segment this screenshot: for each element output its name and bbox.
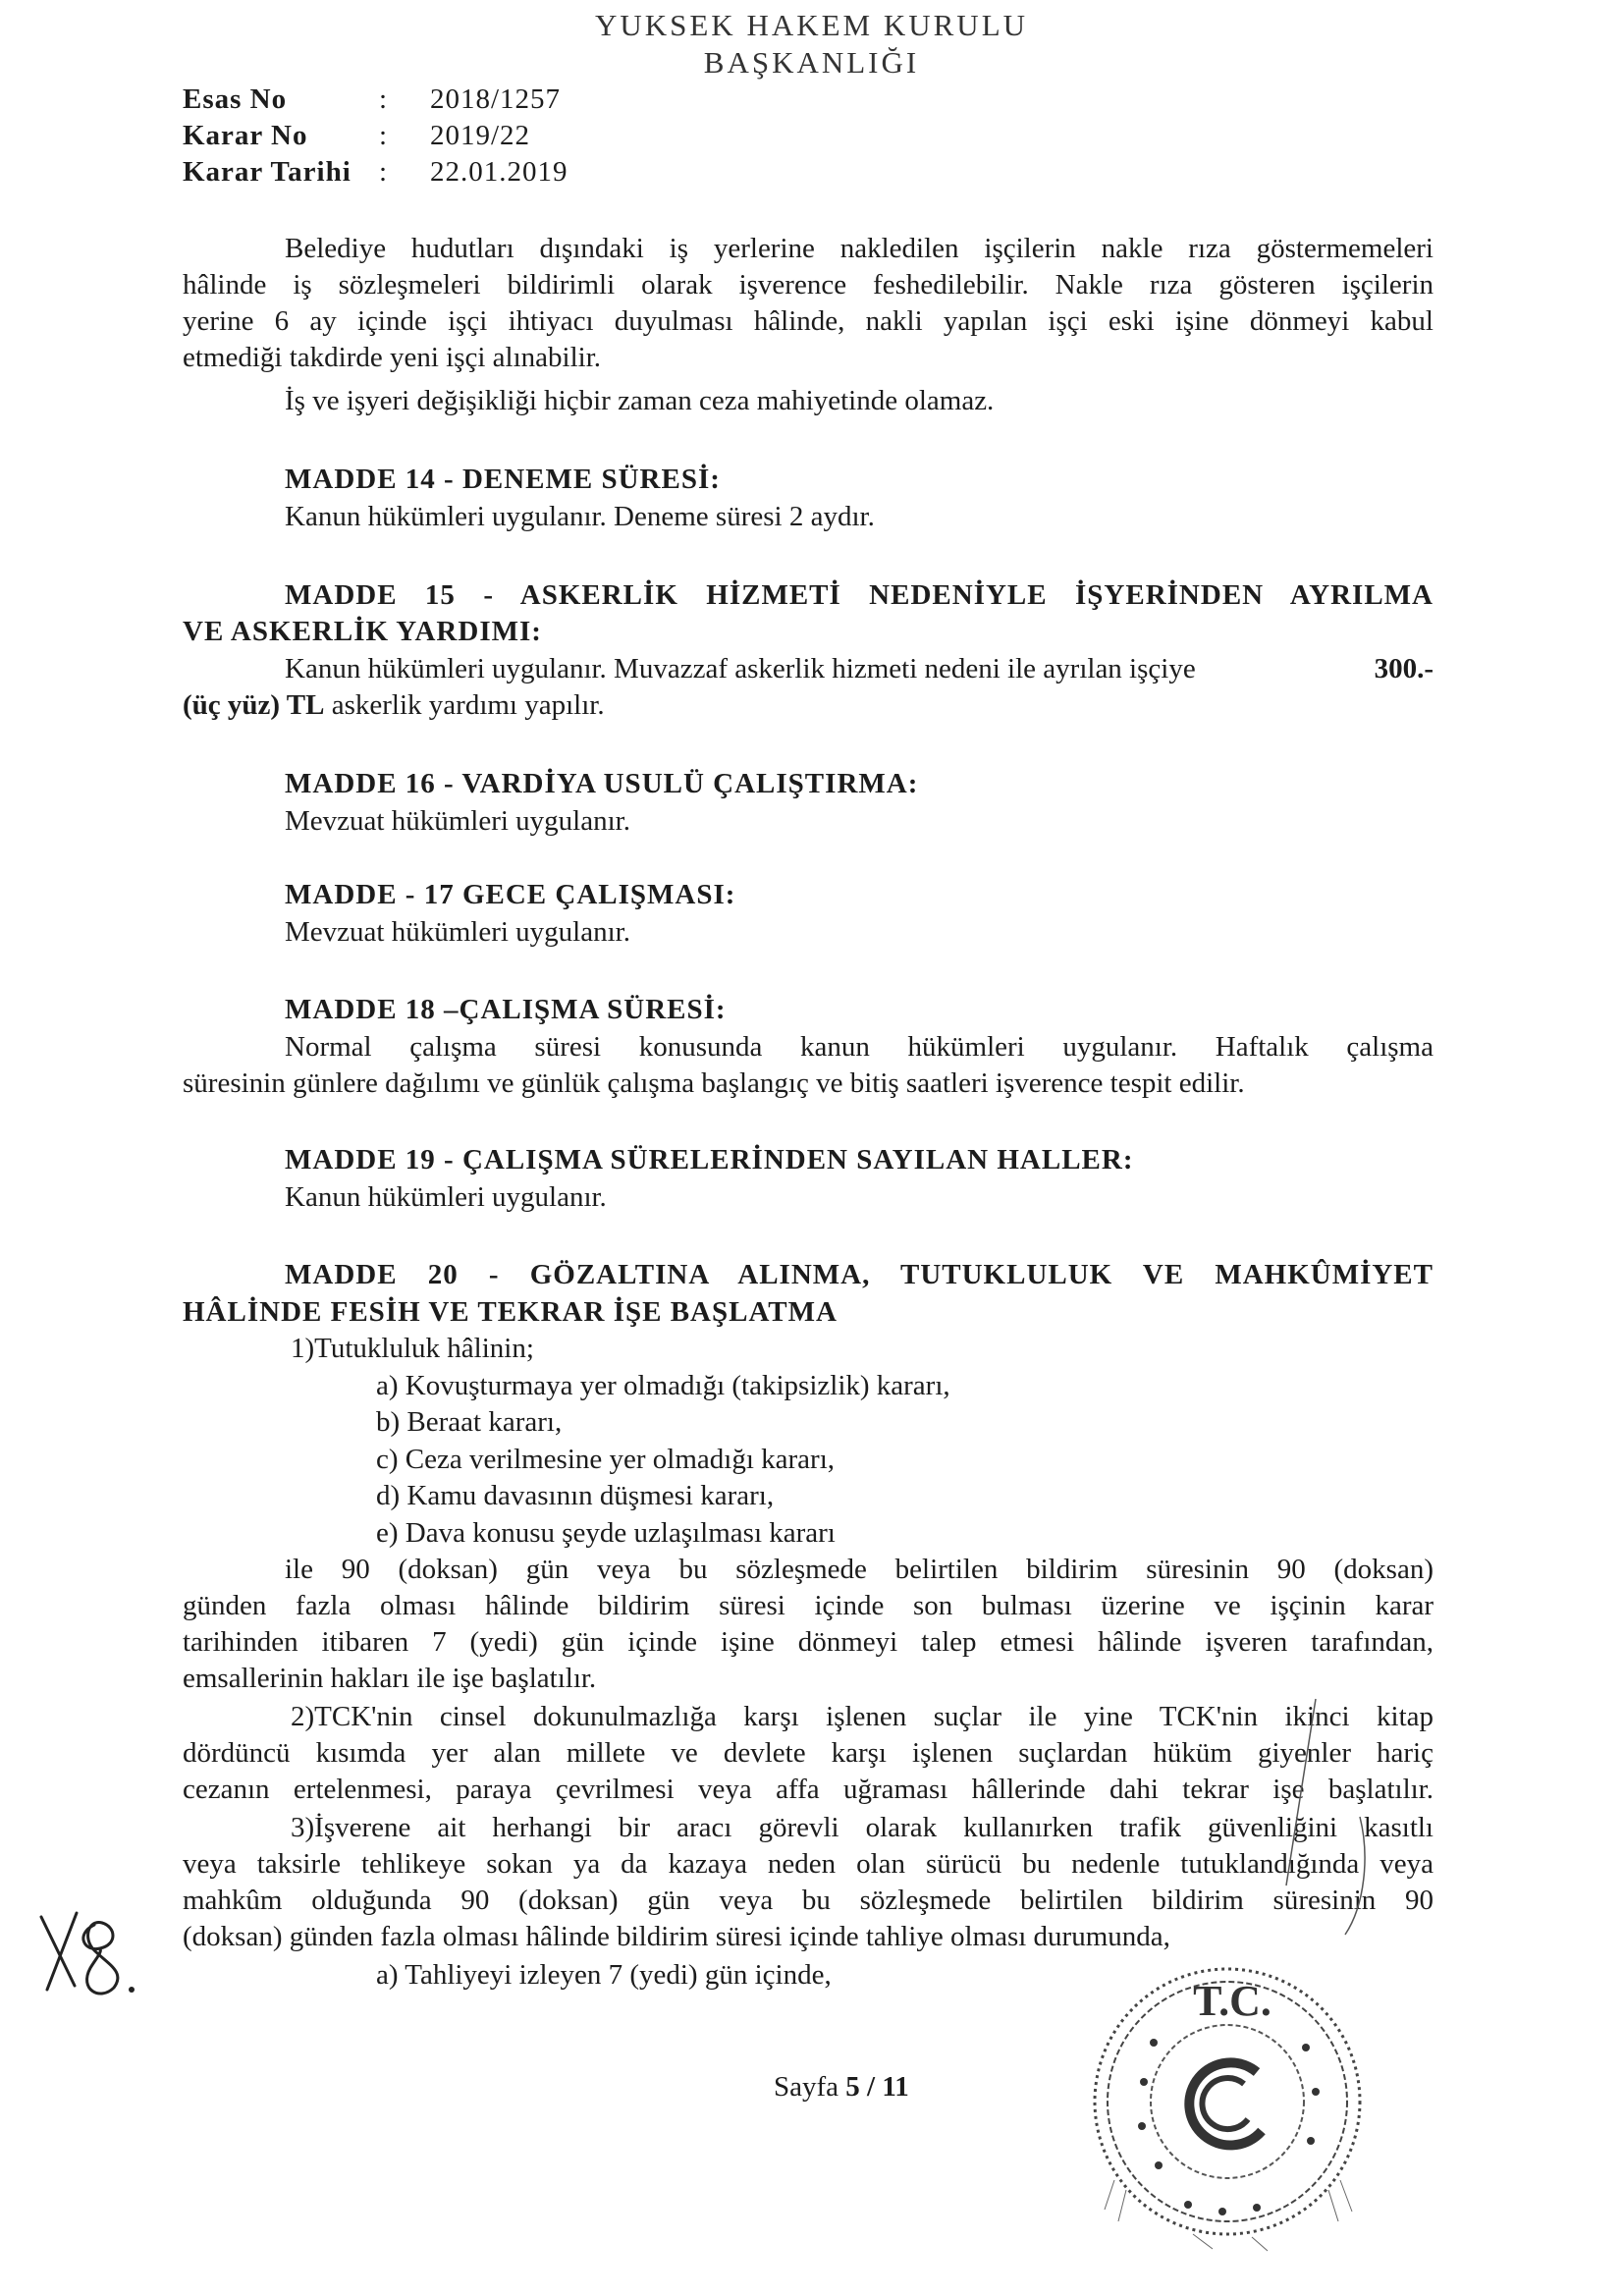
list-item: c) Ceza verilmesine yer olmadığı kararı, [376,1444,836,1475]
article-20-line: (doksan) günden fazla olması hâlinde bildirim süresi içinde tahliye olması durumunda, [183,1921,1170,1952]
meta-colon: : [379,120,388,151]
meta-row-tarih [183,154,568,191]
intro-line: yerine 6 ay içinde işçi ihtiyacı duyulması hâlinde, nakli yapılan işçi eski işine dönmeyi kabul [183,305,1434,337]
article-20-line: cezanın ertelenmesi, paraya çevrilmesi veya affa uğraması hâllerinde dahi tekrar işe başlatılır. [183,1774,1434,1805]
article-20-clause-1: 1)Tutukluluk hâlinin; [291,1333,534,1364]
article-20-line: mahkûm olduğunda 90 (doksan) gün veya bu sözleşmede belirtilen bildirim süresinin 90 [183,1885,1434,1916]
list-item: d) Kamu davasının düşmesi kararı, [376,1480,775,1511]
article-16-text: Mevzuat hükümleri uygulanır. [285,805,630,837]
article-15-title-cont: VE ASKERLİK YARDIMI: [183,616,542,647]
article-18-line: süresinin günlere dağılımı ve günlük çalışma başlangıç ve bitiş saatleri işverence tespit edilir. [183,1067,1245,1099]
article-15-amount-words: (üç yüz) TL [183,689,325,721]
case-meta [183,82,568,191]
article-16-title: MADDE 16 - VARDİYA USULÜ ÇALIŞTIRMA: [285,768,919,799]
list-item: e) Dava konusu şeyde uzlaşılması kararı [376,1517,836,1549]
article-20-line: emsallerinin hakları ile işe başlatılır. [183,1663,597,1694]
intro-line: etmediği takdirde yeni işçi alınabilir. [183,342,602,373]
intro-line: hâlinde iş sözleşmeleri bildirimli olarak işverence feshedilebilir. Nakle rıza gösteren işçilerin [183,269,1434,301]
header-presidency: BAŞKANLIĞI [703,45,920,80]
meta-row-karar [183,118,568,154]
meta-colon: : [379,83,388,115]
meta-value: 2019/22 [430,120,531,151]
article-15-line [285,651,1434,687]
article-17-title: MADDE - 17 GECE ÇALIŞMASI: [285,879,736,910]
meta-key: Karar Tarihi [183,156,352,188]
meta-value: 2018/1257 [430,83,562,115]
article-15-text: askerlik yardımı yapılır. [324,689,605,721]
list-item: a) Kovuşturmaya yer olmadığı (takipsizlik) kararı, [376,1370,950,1401]
list-item: a) Tahliyeyi izleyen 7 (yedi) gün içinde, [376,1959,832,1991]
article-14-title: MADDE 14 - DENEME SÜRESİ: [285,464,721,495]
article-15-line [183,687,605,724]
article-18-line: Normal çalışma süresi konusunda kanun hükümleri uygulanır. Haftalık çalışma [285,1031,1434,1063]
article-15-title: MADDE 15 - ASKERLİK HİZMETİ NEDENİYLE İŞYERİNDEN AYRILMA [285,579,1434,611]
article-14-text: Kanun hükümleri uygulanır. Deneme süresi 2 aydır. [285,501,875,532]
meta-key: Karar No [183,120,308,151]
list-item: b) Beraat kararı, [376,1406,563,1438]
article-20-line: günden fazla olması hâlinde bildirim süresi içinde son bulması üzerine ve işçinin karar [183,1590,1434,1621]
header-institution: YUKSEK HAKEM KURULU [594,8,1029,42]
article-15-amount: 300.- [1374,653,1434,684]
meta-key: Esas No [183,83,288,115]
article-20-line: ile 90 (doksan) gün veya bu sözleşmede belirtilen bildirim süresinin 90 (doksan) [285,1554,1434,1585]
article-20-line: tarihinden itibaren 7 (yedi) gün içinde işine dönmeyi talep etmesi hâlinde işveren tarafından, [183,1626,1434,1658]
meta-value: 22.01.2019 [430,156,568,188]
article-20-clause-3: 3)İşverene ait herhangi bir aracı görevli olarak kullanırken trafik güvenliğini kasıtlı [291,1812,1434,1843]
article-20-clause-2: 2)TCK'nin cinsel dokunulmazlığa karşı işlenen suçlar ile yine TCK'nin ikinci kitap [291,1701,1434,1732]
article-20-line: veya taksirle tehlikeye sokan ya da kazaya neden olan sürücü bu nedenle tutuklandığında veya [183,1848,1434,1880]
seal-text: T.C. [1193,1977,1271,2025]
official-seal-stamp [1075,1954,1380,2259]
article-19-text: Kanun hükümleri uygulanır. [285,1181,607,1213]
article-20-title-cont: HÂLİNDE FESİH VE TEKRAR İŞE BAŞLATMA [183,1296,838,1328]
handwritten-page-mark [29,1895,137,2003]
page-number: Sayfa 5 / 11 [774,2071,909,2103]
article-19-title: MADDE 19 - ÇALIŞMA SÜRELERİNDEN SAYILAN HALLER: [285,1144,1134,1175]
article-15-text: Kanun hükümleri uygulanır. Muvazzaf askerlik hizmeti nedeni ile ayrılan işçiye [285,653,1196,684]
article-20-title: MADDE 20 - GÖZALTINA ALINMA, TUTUKLULUK VE MAHKÛMİYET [285,1259,1434,1290]
intro-line: İş ve işyeri değişikliği hiçbir zaman ceza mahiyetinde olamaz. [285,385,995,416]
handwritten-strokes [1267,1689,1384,1984]
article-18-title: MADDE 18 –ÇALIŞMA SÜRESİ: [285,994,727,1025]
meta-colon: : [379,156,388,188]
meta-row-esas [183,82,568,118]
article-20-line: dördüncü kısımda yer alan millete ve devlete karşı işlenen suçlardan hüküm giyenler hariç [183,1737,1434,1769]
intro-line: Belediye hudutları dışındaki iş yerlerine nakledilen işçilerin nakle rıza göstermemeleri [285,233,1434,264]
article-17-text: Mevzuat hükümleri uygulanır. [285,916,630,948]
